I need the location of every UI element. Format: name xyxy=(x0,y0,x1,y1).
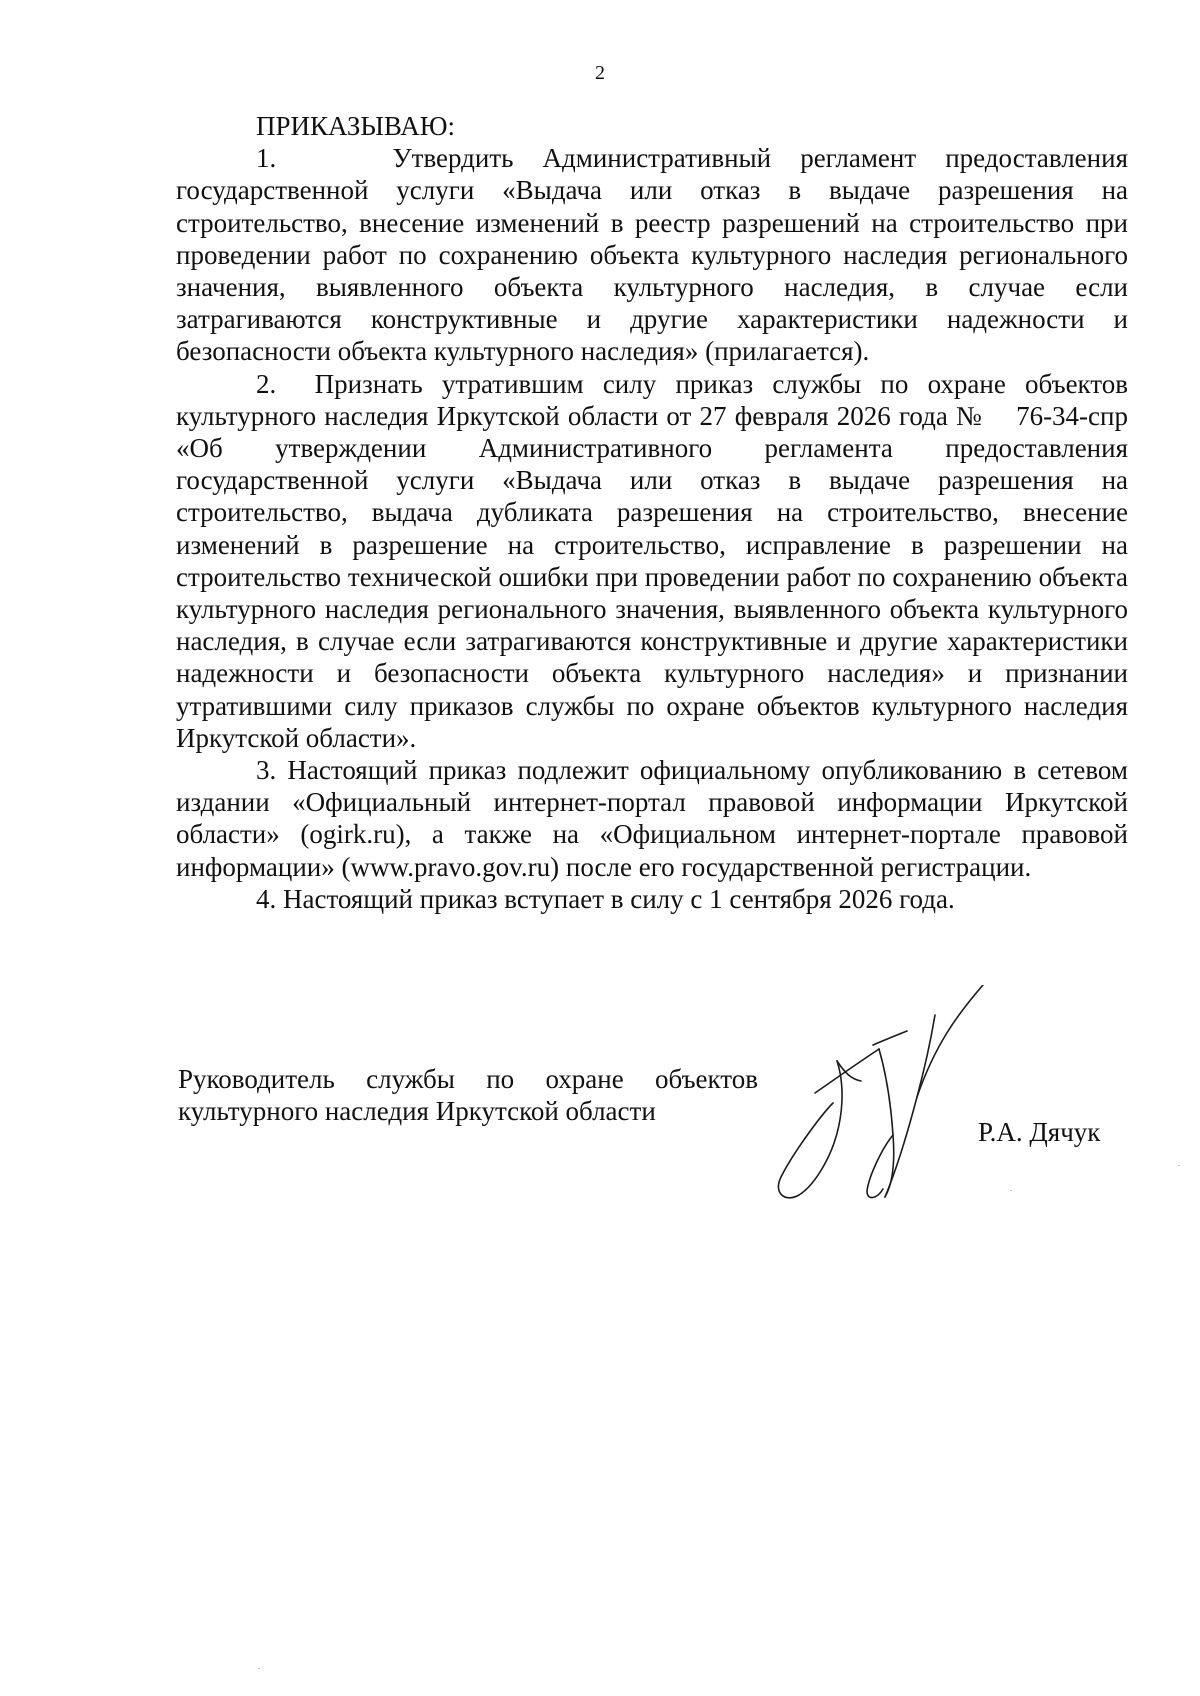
order-item-1: 1. Утвердить Административный регламент предоставления государственной услуги «Выдача или отказ в выдаче разрешения на строительство, внесение изменений в реестр разрешений на строительство при проведении работ по сохранению объекта культурного наследия регионального значения, выявленного объекта культурного наследия, в случае если затрагиваются конструктивные и другие характеристики надежности и безопасности объекта культурного наследия» (прилагается). xyxy=(176,143,1128,367)
page-number: 2 xyxy=(595,62,605,84)
order-heading: ПРИКАЗЫВАЮ: xyxy=(256,111,455,141)
handwritten-signature xyxy=(775,985,995,1200)
order-item-3: 3. Настоящий приказ подлежит официальному опубликованию в сетевом издании «Официальный интернет-портал правовой информации Иркутской области» (ogirk.ru), а также на «Официальном интернет-портале правовой информации» (www.pravo.gov.ru) после его государственной регистрации. xyxy=(176,755,1128,882)
scan-speck xyxy=(258,1668,260,1669)
scan-speck xyxy=(1010,1190,1012,1191)
signer-title-line-2: культурного наследия Иркутской области xyxy=(178,1096,656,1126)
signer-title-line-1: Руководитель службы по охране объектов xyxy=(178,1064,758,1094)
signer-name: Р.А. Дячук xyxy=(978,1117,1101,1147)
order-item-2: 2. Признать утратившим силу приказ службы по охране объектов культурного наследия Иркутской области от 27 февраля 2026 года № 76-34-спр «Об утверждении Административного регламента предоставления государственной услуги «Выдача или отказ в выдаче разрешения на строительство, выдача дубликата разрешения на строительство, внесение изменений в разрешение на строительство, исправление в разрешении на строительство технической ошибки при проведении работ по сохранению объекта культурного наследия регионального значения, выявленного объекта культурного наследия, в случае если затрагиваются конструктивные и другие характеристики надежности и безопасности объекта культурного наследия» и признании утратившими силу приказов службы по охране объектов культурного наследия Иркутской области». xyxy=(176,368,1128,753)
scan-speck xyxy=(1178,1165,1180,1166)
order-item-4: 4. Настоящий приказ вступает в силу с 1 сентября 2026 года. xyxy=(256,883,955,914)
order-body xyxy=(176,110,1128,915)
signer-title xyxy=(178,1063,758,1127)
